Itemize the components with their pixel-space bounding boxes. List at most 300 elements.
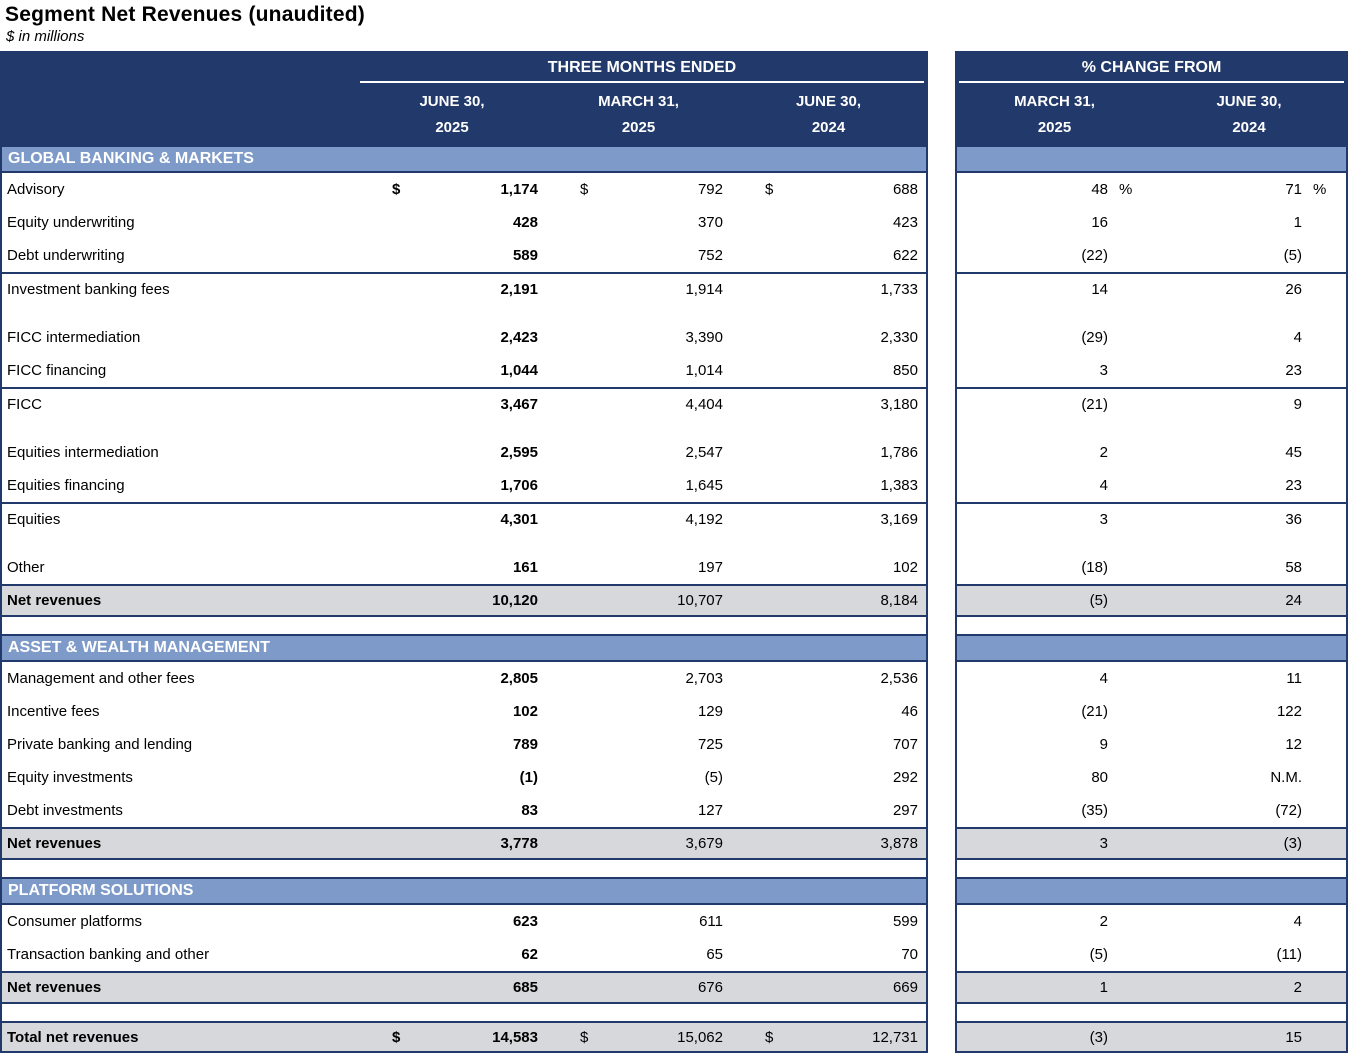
value: 1,174	[500, 181, 538, 198]
value: 676	[697, 979, 723, 996]
pct-value: 2	[1099, 913, 1108, 930]
pct-value: 12	[1285, 736, 1302, 753]
value-cell	[731, 913, 926, 930]
table-row	[2, 436, 926, 469]
pct-value: (21)	[1081, 396, 1108, 413]
table-row	[957, 584, 1346, 617]
value: 1,645	[685, 477, 723, 494]
pct-value: 11	[1286, 670, 1302, 687]
table-row	[957, 938, 1346, 971]
pct-value: (5)	[1283, 247, 1302, 264]
pct-change-table	[955, 51, 1348, 1053]
value: 2,191	[500, 281, 538, 298]
pct-cell	[1152, 979, 1346, 996]
value: 65	[706, 946, 723, 963]
row-label: Equity investments	[7, 769, 133, 786]
pct-value: (22)	[1081, 247, 1108, 264]
table-row	[957, 206, 1346, 239]
value-cell	[546, 247, 731, 264]
row-label: Transaction banking and other	[7, 946, 210, 963]
value-cell	[731, 946, 926, 963]
pct-value: 4	[1293, 913, 1302, 930]
value: 3,180	[880, 396, 918, 413]
pct-value: (29)	[1081, 329, 1108, 346]
table-row	[2, 321, 926, 354]
row-label: Debt underwriting	[7, 247, 125, 264]
value-cell	[731, 362, 926, 379]
pct-value: 1	[1293, 214, 1302, 231]
pct-cell	[1152, 281, 1346, 298]
table-row	[2, 827, 926, 860]
table-row	[957, 436, 1346, 469]
row-label: FICC	[7, 396, 42, 413]
table-row	[2, 971, 926, 1004]
pct-cell	[957, 396, 1152, 413]
value-cell	[731, 703, 926, 720]
value-cell	[358, 1029, 546, 1046]
section-header-label: ASSET & WEALTH MANAGEMENT	[8, 639, 270, 656]
table-row	[2, 584, 926, 617]
value-cell	[546, 703, 731, 720]
pct-value: 45	[1285, 444, 1302, 461]
pct-value: 23	[1285, 477, 1302, 494]
pct-cell	[1152, 329, 1346, 346]
pct-cell	[957, 329, 1152, 346]
row-label: Equities financing	[7, 477, 125, 494]
value: 15,062	[677, 1028, 723, 1046]
section-header-label: GLOBAL BANKING & MARKETS	[8, 150, 254, 167]
pct-value: 4	[1293, 329, 1302, 346]
value-cell	[546, 913, 731, 930]
row-label: Management and other fees	[7, 670, 195, 687]
row-label: Equities	[7, 511, 61, 528]
pct-value: 9	[1293, 396, 1302, 413]
value-cell	[546, 592, 731, 609]
row-label: Equities intermediation	[7, 444, 159, 461]
col-header-mar31-2025: MARCH 31, 2025	[598, 93, 679, 136]
value-cell	[358, 444, 546, 461]
currency-symbol: $	[580, 1028, 589, 1046]
header-label-spacer	[2, 51, 358, 145]
value-cell	[358, 736, 546, 753]
header-underline	[360, 81, 924, 83]
pct-value: (11)	[1276, 946, 1302, 963]
value-cell	[546, 444, 731, 461]
value: 129	[697, 703, 723, 720]
left-table-body	[2, 145, 926, 1053]
pct-value: 24	[1285, 592, 1302, 609]
spacer-row	[957, 305, 1346, 321]
value-cell	[731, 396, 926, 413]
pct-value: 2	[1293, 979, 1302, 996]
table-row	[957, 173, 1346, 206]
value: 685	[512, 979, 538, 996]
value-cell	[358, 362, 546, 379]
value: 3,778	[500, 835, 538, 852]
value-cell	[358, 979, 546, 996]
table-row	[957, 827, 1346, 860]
spacer-row	[2, 535, 926, 551]
value: 10,707	[677, 592, 723, 609]
pct-value: 3	[1099, 362, 1108, 379]
pct-cell	[957, 802, 1152, 819]
table-row	[957, 728, 1346, 761]
col-header-pct-jun30-2024: JUNE 30, 2024	[1216, 93, 1282, 136]
pct-value: 4	[1099, 477, 1108, 494]
table-row	[957, 272, 1346, 305]
table-row	[2, 239, 926, 272]
value: (1)	[519, 769, 538, 786]
value-cell	[358, 802, 546, 819]
value-cell	[358, 946, 546, 963]
pct-value: 122	[1276, 703, 1302, 720]
pct-value: 3	[1099, 511, 1108, 528]
table-row	[957, 239, 1346, 272]
col-header-jun30-2025: JUNE 30, 2025	[419, 93, 485, 136]
pct-value: 2	[1099, 444, 1108, 461]
value-cell	[358, 592, 546, 609]
value: 3,169	[880, 511, 918, 528]
value: 102	[892, 559, 918, 576]
section-header	[2, 877, 926, 905]
value-cell	[358, 835, 546, 852]
tables-container	[0, 51, 1348, 1053]
value: 3,467	[500, 396, 538, 413]
pct-value: 23	[1285, 362, 1302, 379]
currency-symbol: $	[580, 181, 589, 198]
row-label: Advisory	[7, 181, 65, 198]
value-cell	[358, 396, 546, 413]
value: 2,595	[500, 444, 538, 461]
value: 688	[892, 181, 918, 198]
spacer-row	[2, 1004, 926, 1021]
col-header-jun30-2024: JUNE 30, 2024	[795, 93, 862, 136]
pct-value: 4	[1099, 670, 1108, 687]
value-cell	[358, 670, 546, 687]
spacer-row	[957, 535, 1346, 551]
pct-value: (3)	[1089, 1028, 1108, 1046]
row-label: FICC intermediation	[7, 329, 141, 346]
table-row	[2, 1021, 926, 1053]
pct-cell	[1152, 592, 1346, 609]
row-label: Other	[7, 559, 45, 576]
pct-cell	[957, 559, 1152, 576]
percent-symbol: %	[1313, 181, 1327, 198]
pct-value: 15	[1285, 1028, 1302, 1046]
value: 46	[901, 703, 918, 720]
pct-value: 16	[1091, 214, 1108, 231]
value: 4,192	[685, 511, 723, 528]
table-row	[957, 387, 1346, 420]
value: 1,014	[685, 362, 723, 379]
row-label: Incentive fees	[7, 703, 100, 720]
value: 792	[697, 181, 723, 198]
value-cell	[731, 281, 926, 298]
value: 12,731	[872, 1028, 918, 1046]
value: 1,914	[685, 281, 723, 298]
value: 707	[892, 736, 918, 753]
value: 62	[521, 946, 538, 963]
pct-cell	[1152, 1029, 1346, 1046]
row-label: FICC financing	[7, 362, 107, 379]
value: 70	[901, 946, 918, 963]
pct-value: (5)	[1089, 946, 1108, 963]
value-cell	[546, 396, 731, 413]
value: 14,583	[492, 1028, 538, 1046]
spacer-row	[2, 860, 926, 877]
table-row	[957, 794, 1346, 827]
value: 622	[892, 247, 918, 264]
value: 599	[892, 913, 918, 930]
currency-symbol: $	[765, 1028, 774, 1046]
value-cell	[546, 979, 731, 996]
currency-symbol: $	[392, 181, 401, 198]
pct-cell	[1152, 670, 1346, 687]
pct-value: 26	[1285, 281, 1302, 298]
pct-value: 48	[1091, 181, 1108, 198]
table-row	[957, 321, 1346, 354]
value-cell	[546, 1029, 731, 1046]
table-row	[957, 551, 1346, 584]
value-cell	[358, 703, 546, 720]
value: 370	[697, 214, 723, 231]
pct-cell	[957, 592, 1152, 609]
right-table-header	[957, 51, 1346, 145]
pct-cell	[1152, 802, 1346, 819]
pct-cell	[957, 1029, 1152, 1046]
table-row	[2, 794, 926, 827]
pct-cell	[957, 913, 1152, 930]
value-cell	[358, 477, 546, 494]
value-cell	[731, 802, 926, 819]
table-row	[2, 551, 926, 584]
pct-cell	[1152, 247, 1346, 264]
table-row	[957, 354, 1346, 387]
pct-cell	[1152, 181, 1346, 198]
pct-cell	[1152, 835, 1346, 852]
pct-cell	[1152, 913, 1346, 930]
value: 725	[697, 736, 723, 753]
value: 1,733	[880, 281, 918, 298]
pct-cell	[1152, 511, 1346, 528]
table-row	[2, 469, 926, 502]
right-table-body	[957, 145, 1346, 1053]
pct-value: 58	[1285, 559, 1302, 576]
value-cell	[731, 247, 926, 264]
section-header-label: PLATFORM SOLUTIONS	[8, 882, 194, 899]
table-row	[2, 761, 926, 794]
value: 1,044	[500, 362, 538, 379]
pct-cell	[957, 946, 1152, 963]
value-cell	[546, 559, 731, 576]
pct-cell	[957, 703, 1152, 720]
right-table-title: % CHANGE FROM	[1081, 59, 1222, 76]
row-label: Consumer platforms	[7, 913, 143, 930]
percent-symbol: %	[1119, 181, 1133, 198]
value-cell	[358, 281, 546, 298]
table-row	[2, 905, 926, 938]
spacer-row	[2, 420, 926, 436]
pct-cell	[1152, 444, 1346, 461]
pct-cell	[1152, 703, 1346, 720]
value-cell	[546, 946, 731, 963]
spacer-row	[2, 617, 926, 634]
table-row	[2, 662, 926, 695]
pct-cell	[957, 835, 1152, 852]
pct-cell	[957, 181, 1152, 198]
pct-cell	[957, 477, 1152, 494]
pct-cell	[957, 247, 1152, 264]
row-label: Debt investments	[7, 802, 123, 819]
row-label: Total net revenues	[7, 1028, 139, 1046]
value-cell	[358, 913, 546, 930]
value-cell	[358, 511, 546, 528]
pct-cell	[957, 736, 1152, 753]
value: 2,423	[500, 329, 538, 346]
pct-cell	[957, 979, 1152, 996]
value-cell	[546, 329, 731, 346]
pct-value: 36	[1285, 511, 1302, 528]
value-cell	[358, 247, 546, 264]
table-row	[2, 272, 926, 305]
table-row	[2, 695, 926, 728]
pct-value: (5)	[1089, 592, 1108, 609]
value-cell	[731, 329, 926, 346]
value: 297	[892, 802, 918, 819]
pct-cell	[957, 511, 1152, 528]
value-cell	[358, 769, 546, 786]
currency-symbol: $	[765, 181, 774, 198]
pct-value: 1	[1099, 979, 1108, 996]
pct-cell	[1152, 477, 1346, 494]
value: 1,383	[880, 477, 918, 494]
value-cell	[731, 670, 926, 687]
value: 1,706	[500, 477, 538, 494]
table-row	[2, 938, 926, 971]
table-row	[2, 206, 926, 239]
pct-value: (3)	[1283, 835, 1302, 852]
row-label: Net revenues	[7, 592, 102, 609]
value: 850	[892, 362, 918, 379]
value: 161	[512, 559, 538, 576]
value: 423	[892, 214, 918, 231]
value: 752	[697, 247, 723, 264]
value-cell	[731, 511, 926, 528]
value: 10,120	[492, 592, 538, 609]
value: 2,330	[880, 329, 918, 346]
value-cell	[546, 736, 731, 753]
pct-cell	[1152, 396, 1346, 413]
value-cell	[731, 444, 926, 461]
value-cell	[546, 281, 731, 298]
value: 2,805	[500, 670, 538, 687]
spacer-row	[957, 420, 1346, 436]
value: 2,703	[685, 670, 723, 687]
value: 102	[512, 703, 538, 720]
value: 789	[512, 736, 538, 753]
value-cell	[358, 329, 546, 346]
pct-value: 3	[1099, 835, 1108, 852]
spacer-row	[957, 617, 1346, 634]
value-cell	[731, 1029, 926, 1046]
left-table-title: THREE MONTHS ENDED	[547, 59, 737, 76]
value-cell	[546, 835, 731, 852]
value-cell	[358, 559, 546, 576]
page-title: Segment Net Revenues (unaudited)	[5, 3, 365, 26]
left-table-header	[2, 51, 926, 145]
value: 197	[697, 559, 723, 576]
pct-value: 71	[1285, 181, 1302, 198]
value: 589	[512, 247, 538, 264]
value-cell	[731, 835, 926, 852]
spacer-row	[2, 305, 926, 321]
value-cell	[546, 802, 731, 819]
pct-value: 80	[1091, 769, 1108, 786]
value-cell	[546, 511, 731, 528]
value-cell	[731, 769, 926, 786]
value-cell	[731, 592, 926, 609]
section-header-band	[957, 634, 1346, 662]
value: 292	[892, 769, 918, 786]
table-row	[2, 502, 926, 535]
pct-value: (72)	[1275, 802, 1302, 819]
value: 3,679	[685, 835, 723, 852]
value: 127	[697, 802, 723, 819]
currency-symbol: $	[392, 1028, 401, 1046]
col-header-pct-mar31-2025: MARCH 31, 2025	[1014, 93, 1095, 136]
pct-cell	[957, 281, 1152, 298]
section-header	[2, 145, 926, 173]
row-label: Equity underwriting	[7, 214, 135, 231]
three-months-ended-table	[0, 51, 928, 1053]
table-row	[957, 761, 1346, 794]
value: 3,878	[880, 835, 918, 852]
table-row	[2, 387, 926, 420]
value: (5)	[704, 769, 723, 786]
pct-cell	[1152, 736, 1346, 753]
table-row	[957, 695, 1346, 728]
section-header-band	[957, 877, 1346, 905]
pct-cell	[957, 769, 1152, 786]
table-row	[957, 662, 1346, 695]
spacer-row	[957, 1004, 1346, 1021]
pct-value: 14	[1091, 281, 1108, 298]
pct-cell	[1152, 769, 1346, 786]
value: 611	[699, 913, 723, 930]
table-row	[957, 971, 1346, 1004]
value-cell	[546, 477, 731, 494]
value: 2,547	[685, 444, 723, 461]
section-header-band	[957, 145, 1346, 173]
pct-value: (18)	[1081, 559, 1108, 576]
value: 4,301	[500, 511, 538, 528]
header-underline	[959, 81, 1344, 83]
value: 83	[521, 802, 538, 819]
value: 4,404	[685, 396, 723, 413]
table-row	[2, 728, 926, 761]
table-row	[2, 354, 926, 387]
table-row	[957, 1021, 1346, 1053]
value: 8,184	[880, 592, 918, 609]
value-cell	[731, 214, 926, 231]
pct-value: (21)	[1081, 703, 1108, 720]
value-cell	[358, 181, 546, 198]
value-cell	[731, 477, 926, 494]
row-label: Net revenues	[7, 835, 102, 852]
value-cell	[546, 769, 731, 786]
row-label: Private banking and lending	[7, 736, 193, 753]
spacer-row	[957, 860, 1346, 877]
